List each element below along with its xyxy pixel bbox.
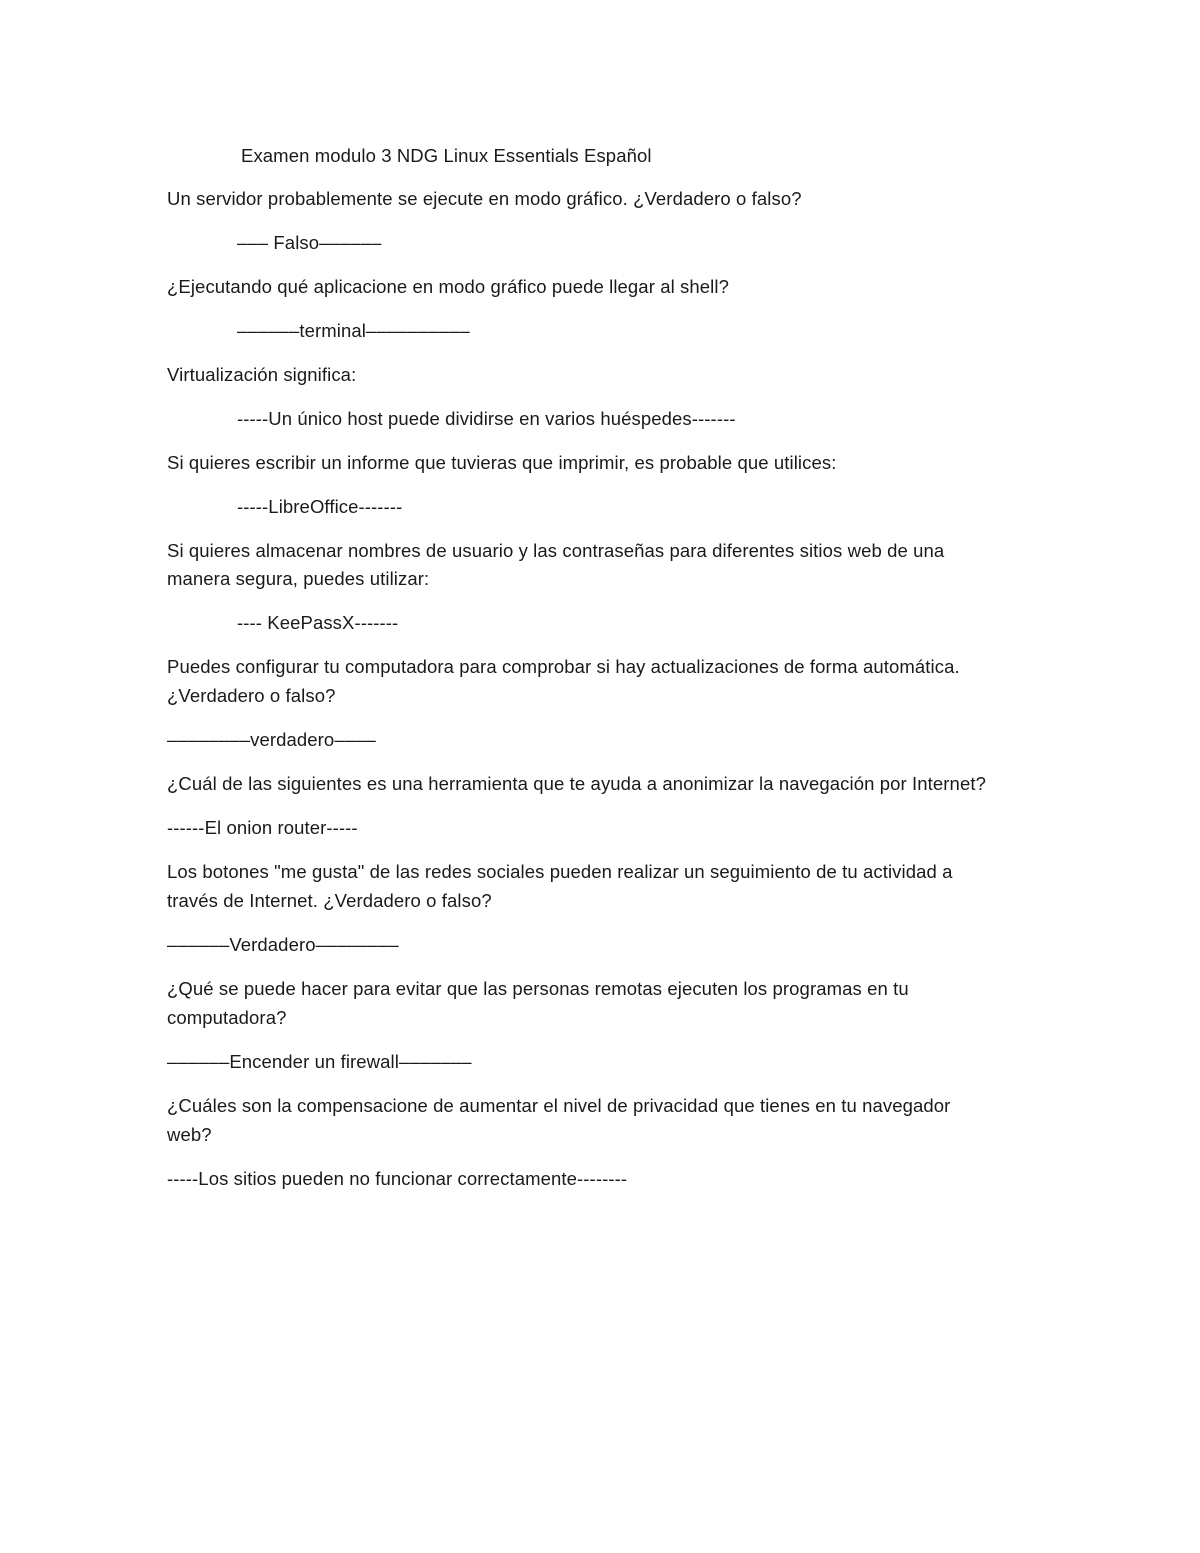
- question-10-line-1: ¿Cuáles son la compensacione de aumentar el nivel de privacidad que tienes en tu navegador: [167, 1095, 951, 1116]
- question-8-line-1: Los botones "me gusta" de las redes sociales pueden realizar un seguimiento de tu actividad a: [167, 861, 953, 882]
- answer-5: ---- KeePassX-------: [237, 612, 399, 633]
- answer-3: -----Un único host puede dividirse en varios huéspedes-------: [237, 408, 736, 429]
- question-8-line-2: través de Internet. ¿Verdadero o falso?: [167, 890, 492, 911]
- question-9-line-1: ¿Qué se puede hacer para evitar que las personas remotas ejecuten los programas en tu: [167, 978, 909, 999]
- question-2: ¿Ejecutando qué aplicacione en modo gráfico puede llegar al shell?: [167, 276, 729, 297]
- question-9-line-2: computadora?: [167, 1007, 287, 1028]
- question-5-line-2: manera segura, puedes utilizar:: [167, 568, 430, 589]
- question-4: Si quieres escribir un informe que tuvieras que imprimir, es probable que utilices:: [167, 452, 837, 473]
- question-10-line-2: web?: [167, 1124, 212, 1145]
- answer-9: ––––––Encender un firewall–––––––: [167, 1051, 472, 1072]
- answer-10: -----Los sitios pueden no funcionar correctamente--------: [167, 1168, 628, 1189]
- question-6-line-2: ¿Verdadero o falso?: [167, 685, 336, 706]
- answer-2: ––––––terminal––––––––––: [237, 320, 470, 341]
- question-7: ¿Cuál de las siguientes es una herramienta que te ayuda a anonimizar la navegación por Internet?: [167, 773, 986, 794]
- answer-6: ––––––––verdadero––––: [167, 729, 376, 750]
- answer-4: -----LibreOffice-------: [237, 496, 403, 517]
- answer-1: ––– Falso––––––: [237, 232, 382, 253]
- question-3: Virtualización significa:: [167, 364, 357, 385]
- answer-7: ------El onion router-----: [167, 817, 358, 838]
- question-6-line-1: Puedes configurar tu computadora para comprobar si hay actualizaciones de forma automática.: [167, 656, 960, 677]
- document-title: Examen modulo 3 NDG Linux Essentials Español: [241, 145, 652, 166]
- answer-8: ––––––Verdadero––––––––: [167, 934, 399, 955]
- question-5-line-1: Si quieres almacenar nombres de usuario y las contraseñas para diferentes sitios web de una: [167, 540, 945, 561]
- question-1: Un servidor probablemente se ejecute en modo gráfico. ¿Verdadero o falso?: [167, 188, 802, 209]
